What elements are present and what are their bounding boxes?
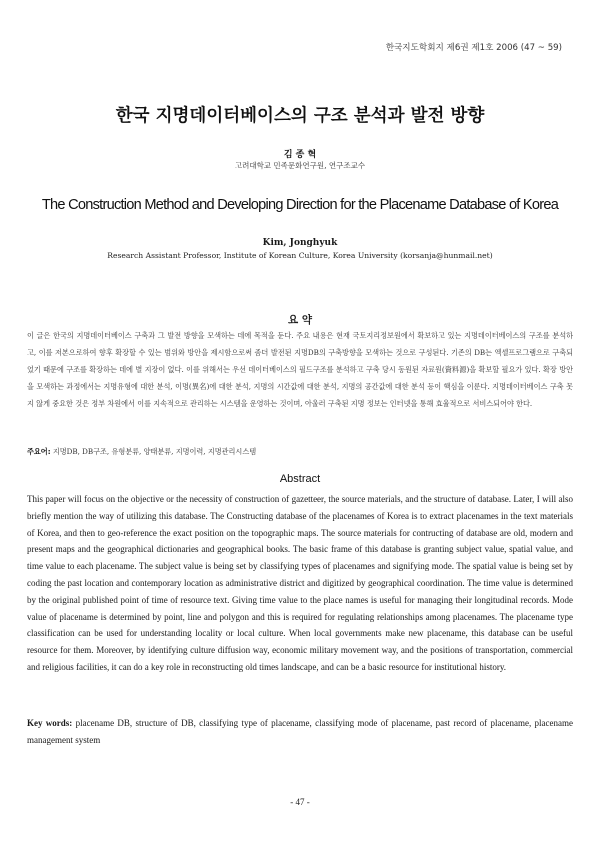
english-abstract-body: This paper will focus on the objective or the necessity of construction of gazetteer, the source materials, and the structure of database. Later, I will also briefly mention the way of utilizing this database. The Constructing database of the placenames of Korea is to extract placenames in the text materials of Korea, and then to geo-reference the exact position on the topographic maps. The source materials for contructing of database are old, modern and present maps and the geographical dictionaries and geographical books. The basic frame of this database is granting subject value, spatial value, and time value to each placename. The subject value is being set by classifying types of placenames and signifying mode. The spatial value is being set by coding the past location and contemporary location as administrative district and digitized by geographical coordination. The time value is determined by the original published point of time of resource text. Giving time value to the place names is useful for managing their longitudinal records. Mode value of placename is determined by point, line and polygon and this is required for regulating relationships among placenames. The placename type classification can be used for understanding locality or local culture. When local governments make new placename, this database can be useful resource for them. Moreover, by identifying culture diffusion way, economic military movement way, and the positions of transportation, commercial and religious facilities, it can do a key role in reconstructing old times landscape, and can be a basic resource for institutional history. [27, 494, 573, 672]
page-number: - 47 - [290, 797, 310, 807]
english-affiliation: Research Assistant Professor, Institute of Korean Culture, Korea University (korsanja@hunmail.net) [107, 251, 493, 260]
english-keywords [27, 715, 573, 749]
english-title: The Construction Method and Developing Direction for the Placename Database of Korea [41, 197, 559, 213]
english-keywords-text: placename DB, structure of DB, classifying type of placename, classifying mode of placename, past record of placename, placename management system [27, 718, 573, 745]
english-abstract-heading: Abstract [279, 473, 321, 485]
korean-title: 한국 지명데이터베이스의 구조 분석과 발전 방향 [115, 106, 485, 126]
korean-keywords-label: 주요어: [27, 447, 51, 456]
korean-abstract-body: 이 글은 한국의 지명데이터베이스 구축과 그 발전 방향을 모색하는 데에 목적을 둔다. 주요 내용은 현재 국토지리정보원에서 확보하고 있는 지명데이터베이스의 구조를 분석하고, 이를 저본으로하여 향후 확장할 수 있는 범위와 방안을 제시함으로써 좀더 발전된 지명DB의 구축방향을 모색하는 것으로 구성된다. 기존의 DB는 엑셀프로그램으로 구축되었기 때문에 구조를 확장하는 데에 별 지장이 없다. 이를 위해서는 우선 데이터베이스의 필드구조를 분석하고 구축 당시 동원된 자료원(資料源)을 확보할 필요가 있다. 확장 방안을 모색하는 과정에서는 지명유형에 대한 분석, 이명(異名)에 대한 분석, 지명의 시간값에 대한 분석, 지명의 공간값에 대한 분석 등이 핵심을 이룬다. 지명데이터베이스 구축 못지 않게 중요한 것은 정부 차원에서 이를 지속적으로 관리하는 시스템을 운영하는 것이며, 아울러 구축된 지명 정보는 인터넷을 통해 효율적으로 서비스되어야 한다. [27, 331, 573, 409]
korean-author: 김 종 혁 [283, 150, 317, 160]
korean-keywords-text: 지명DB, DB구조, 유형분류, 양태분류, 지명이력, 지명관리시스템 [50, 447, 257, 456]
english-keywords-label: Key words: [27, 718, 73, 728]
korean-affiliation: 고려대학교 민족문화연구원, 연구조교수 [234, 161, 366, 170]
korean-abstract-heading: 요 약 [288, 314, 312, 326]
running-head: 한국지도학회지 제6권 제1호 2006 (47 ~ 59) [385, 43, 562, 53]
korean-keywords [27, 445, 573, 459]
english-author: Kim, Jonghyuk [262, 238, 338, 248]
